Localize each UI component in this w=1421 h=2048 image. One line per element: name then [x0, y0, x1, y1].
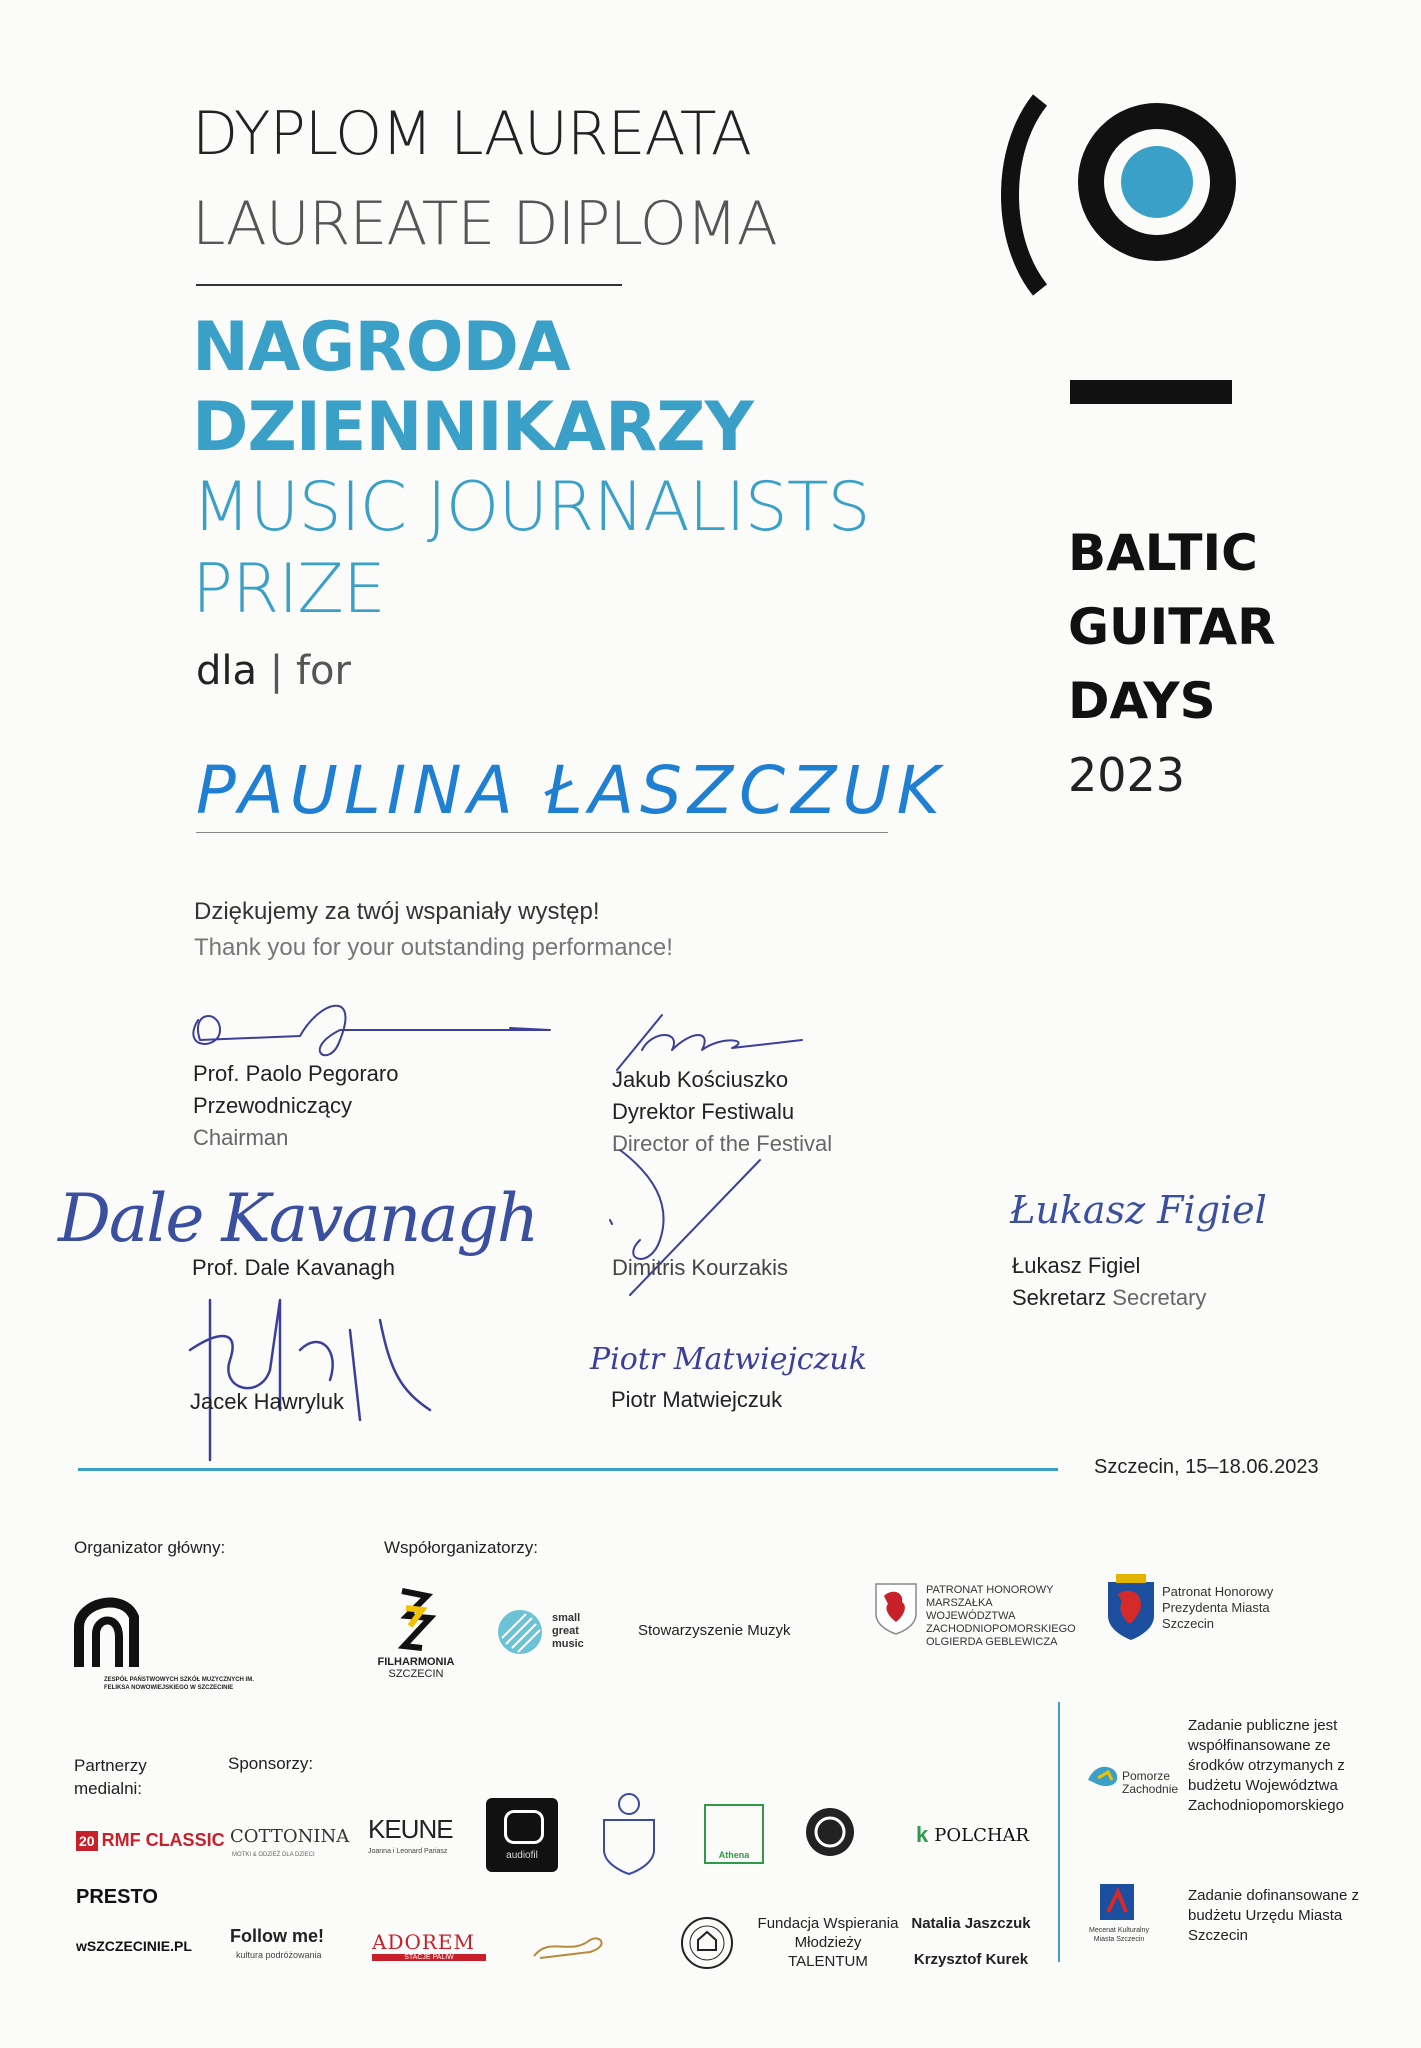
- rmf-classic-text: RMF CLASSIC: [101, 1830, 225, 1850]
- media-partners-label: Partnerzy medialni:: [74, 1756, 147, 1798]
- name-underline: [196, 832, 888, 833]
- stowarzyszenie-muzyk: Stowarzyszenie Muzyk: [638, 1622, 791, 1639]
- school-logo-caption: ZESPÓŁ PAŃSTWOWYCH SZKÓŁ MUZYCZNYCH IM. FELIKSA NOWOWIEJSKIEGO W SZCZECINIE: [104, 1677, 254, 1691]
- for-label-en: for: [295, 648, 351, 694]
- sponsor-jaszczuk: Natalia Jaszczuk: [911, 1915, 1031, 1932]
- cottonina-sub: MOTKI & ODZIEŻ DLA DZIECI: [232, 1852, 315, 1858]
- athena-logo: [704, 1804, 764, 1864]
- script-sponsor-logo-icon: [530, 1926, 614, 1966]
- audiofil-logo: [486, 1798, 558, 1872]
- talentum-seal-icon: [680, 1916, 734, 1970]
- crest-sponsor-icon: [594, 1790, 664, 1878]
- president-patronage: Patronat Honorowy Prezydenta Miasta Szczecin: [1162, 1584, 1274, 1631]
- filharmonia-logo-icon: [392, 1586, 436, 1656]
- laureate-name: PAULINA ŁASZCZUK: [196, 752, 946, 829]
- signatory-matwiejczuk: Piotr Matwiejczuk: [611, 1387, 783, 1412]
- signatory-role-en: Chairman: [193, 1125, 289, 1150]
- keune-logo: KEUNE: [368, 1814, 453, 1844]
- signature-matwiejczuk: Piotr Matwiejczuk: [590, 1342, 867, 1377]
- mecenat-text: Mecenat Kulturalny Miasta Szczecin: [1089, 1927, 1149, 1943]
- adorem-logo: ADOREM: [372, 1930, 476, 1954]
- signatory-kavanagh: Prof. Dale Kavanagh: [192, 1255, 396, 1280]
- cottonina-logo: COTTONINA: [230, 1826, 350, 1847]
- signatory-kourzakis: Dimitris Kourzakis: [612, 1255, 789, 1280]
- signatory-name: Jakub Kościuszko: [612, 1067, 789, 1092]
- sponsor-kurek: Krzysztof Kurek: [913, 1951, 1029, 1968]
- prize-title-en-2: PRIZE: [192, 550, 385, 629]
- marshal-crest-icon: [874, 1582, 918, 1636]
- followme-logo: Follow me!: [230, 1926, 324, 1946]
- signature-hawryluk: [180, 1290, 440, 1460]
- signatory-hawryluk: Jacek Hawryluk: [190, 1389, 345, 1414]
- prize-title-pl-2: DZIENNIKARZY: [192, 388, 753, 467]
- prize-title-pl-1: NAGRODA: [192, 308, 570, 387]
- small-great-music-text: small great music: [552, 1612, 584, 1650]
- signatory-figiel: [1012, 1250, 1206, 1314]
- followme-sub: kultura podróżowania: [236, 1950, 322, 1960]
- signature-kavanagh: Dale Kavanagh: [58, 1180, 538, 1257]
- place-date: Szczecin, 15–18.06.2023: [1094, 1456, 1319, 1478]
- for-separator: |: [269, 648, 284, 694]
- school-logo-icon: [74, 1592, 144, 1672]
- polchar-text: POLCHAR: [934, 1824, 1030, 1846]
- filharmonia-sub: SZCZECIN: [388, 1668, 444, 1680]
- signatory-role-pl: Dyrektor Festiwalu: [612, 1099, 795, 1124]
- polchar-logo: [916, 1822, 1029, 1848]
- sponsors-label: Sponsorzy:: [228, 1754, 314, 1773]
- szczecin-crest-icon: [1106, 1572, 1156, 1642]
- task-city-text: Zadanie dofinansowane z budżetu Urzędu Miasta Szczecin: [1188, 1887, 1359, 1944]
- for-label: [196, 648, 351, 694]
- diploma-title-pl: DYPLOM LAUREATA: [192, 99, 751, 169]
- mecenat-logo-icon: [1098, 1882, 1136, 1922]
- task-region-text: Zadanie publiczne jest współfinansowane ze środków otrzymanych z budżetu Województwa Zachodniopomorskiego: [1188, 1717, 1345, 1814]
- signatory-name: Łukasz Figiel: [1012, 1253, 1141, 1278]
- signatory-role: [1012, 1282, 1206, 1314]
- rmf-classic-logo: [76, 1830, 225, 1851]
- thanks-en: Thank you for your outstanding performance!: [194, 934, 673, 961]
- festival-logo-icon: [980, 90, 1240, 410]
- athena-text: Athena: [718, 1850, 750, 1860]
- festival-year: 2023: [1068, 748, 1186, 802]
- festival-name-3: DAYS: [1068, 672, 1216, 730]
- filharmonia-logo-text: [376, 1656, 456, 1680]
- rmf-badge-icon: 20: [76, 1831, 98, 1851]
- adorem-sub: STACJE PALIW: [372, 1954, 486, 1961]
- prize-title-en-1: MUSIC JOURNALISTS: [192, 468, 870, 547]
- presto-logo: PRESTO: [76, 1886, 158, 1908]
- signatory-role-en: Secretary: [1112, 1285, 1207, 1310]
- small-great-music-logo-icon: [496, 1608, 544, 1656]
- pomorze-text: Pomorze Zachodnie: [1122, 1769, 1179, 1796]
- signatory-role-pl: Przewodniczący: [193, 1093, 352, 1118]
- diploma-title-en: LAUREATE DIPLOMA: [192, 189, 777, 259]
- pomorze-logo-icon: [1084, 1756, 1124, 1792]
- co-organizers-label: Współorganizatorzy:: [384, 1538, 539, 1557]
- signature-figiel: Łukasz Figiel: [1010, 1188, 1267, 1232]
- festival-name-1: BALTIC: [1068, 524, 1258, 582]
- marshal-patronage: PATRONAT HONOROWY MARSZAŁKA WOJEWÓDZTWA ZACHODNIOPOMORSKIEGO OLGIERDA GEBLEWICZA: [926, 1584, 1076, 1648]
- polchar-mark-icon: k: [916, 1822, 929, 1847]
- filharmonia-name: FILHARMONIA: [377, 1656, 455, 1668]
- signatory-role-en: Director of the Festival: [612, 1131, 833, 1156]
- festival-name-2: GUITAR: [1068, 598, 1276, 656]
- title-divider: [196, 284, 622, 286]
- thanks-pl: Dziękujemy za twój wspaniały występ!: [194, 898, 600, 925]
- signatory-role-pl: Sekretarz: [1012, 1285, 1107, 1310]
- funding-divider: [1058, 1702, 1060, 1962]
- signatory-name: Prof. Paolo Pegoraro: [193, 1061, 399, 1086]
- wszczecinie-logo: wSZCZECINIE.PL: [76, 1938, 192, 1954]
- signatory-pegoraro: [193, 1058, 398, 1154]
- audiofil-mark-icon: [504, 1810, 544, 1844]
- talentum-text: Fundacja Wspierania Młodzieży TALENTUM: [757, 1915, 899, 1970]
- keune-sub: Joanna i Leonard Pariasz: [368, 1848, 448, 1855]
- for-label-pl: dla: [196, 648, 258, 694]
- main-organizer-label: Organizator główny:: [74, 1538, 226, 1557]
- footer-divider: [78, 1468, 1058, 1471]
- round-sponsor-logo-icon: [804, 1806, 856, 1858]
- audiofil-text: audiofil: [506, 1850, 538, 1861]
